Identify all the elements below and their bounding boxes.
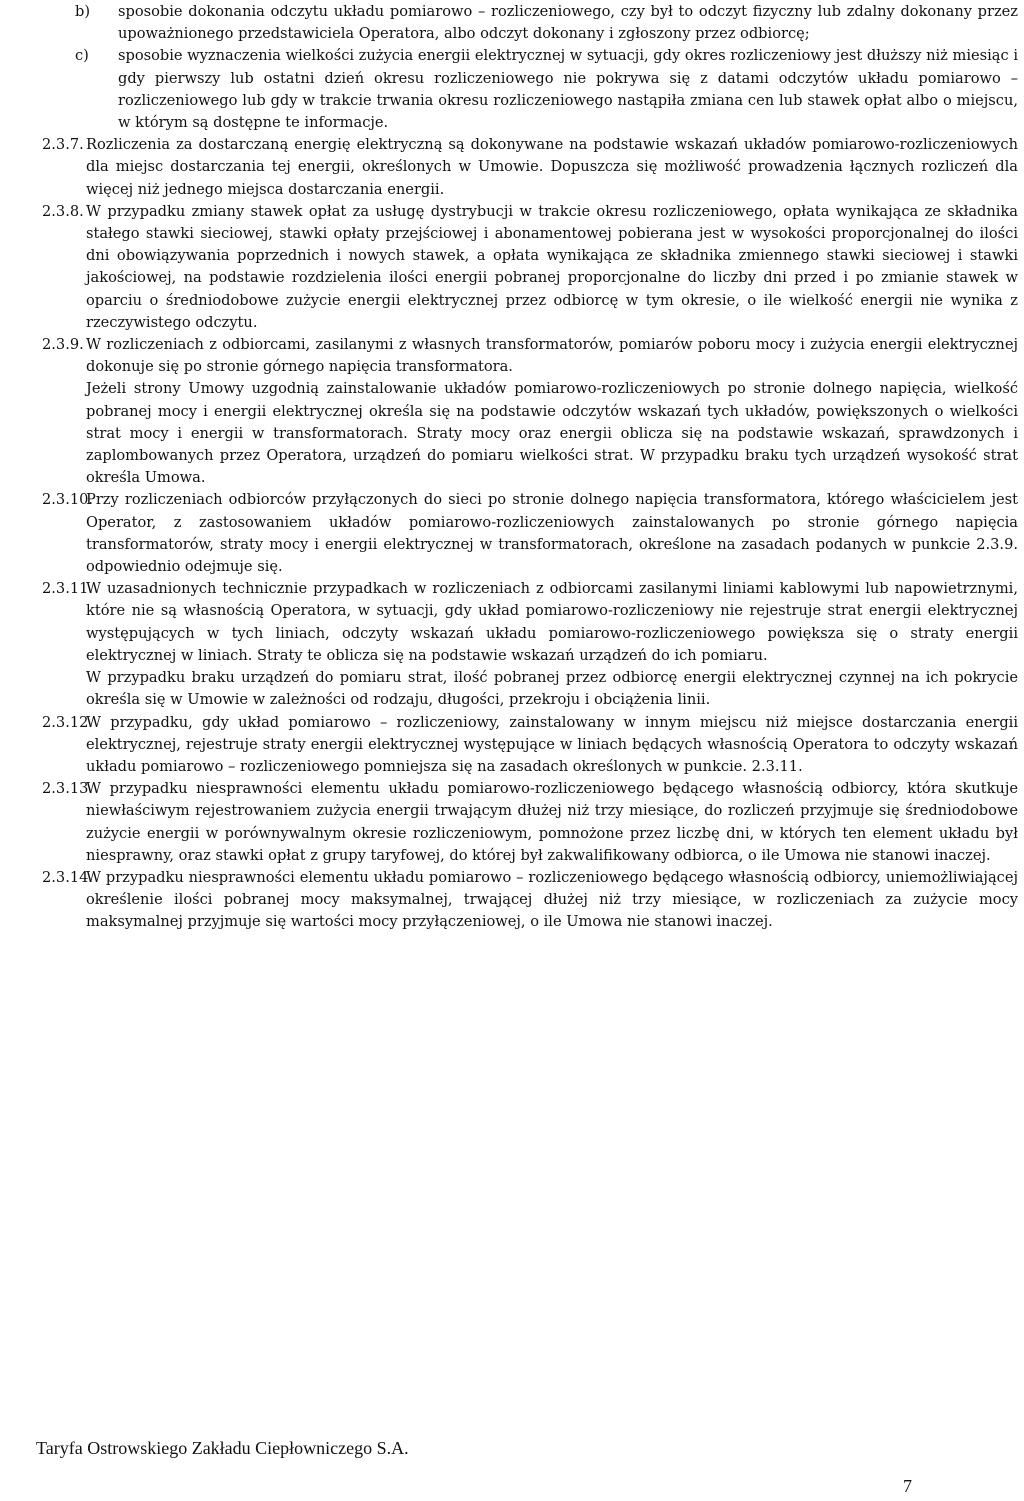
section-2-3-11	[42, 578, 1018, 711]
section-2-3-12	[42, 712, 1018, 779]
section-body	[86, 134, 1018, 201]
section-body	[86, 201, 1018, 334]
paragraph: W przypadku niesprawności elementu układu pomiarowo – rozliczeniowego będącego własnością odbiorcy, uniemożliwiającej określenie ilości pobranej mocy maksymalnej, trwającej dłużej niż trzy miesiące, w rozliczeniach za zużycie mocy maksymalnej przyjmuje się wartości mocy przyłączeniowej, o ile Umowa nie stanowi inaczej.	[86, 868, 1018, 931]
section-number: 2.3.8.	[42, 202, 84, 220]
section-number: 2.3.11.	[42, 580, 94, 598]
section-number: 2.3.12.	[42, 713, 94, 731]
section-2-3-8	[42, 201, 1018, 334]
paragraph: W przypadku zmiany stawek opłat za usługę dystrybucji w trakcie okresu rozliczeniowego, opłata wynikająca ze składnika stałego stawki sieciowej, stawki opłaty przejściowej i abonamentowej pobierana jest w wysokości proporcjonalnej do ilości dni obowiązywania poprzednich i nowych stawek, a opłata wynikająca ze składnika zmiennego stawki sieciowej i stawki jakościowej, na podstawie rozdzielenia ilości energii pobranej proporcjonalne do liczby dni przed i po zmianie stawek w oparciu o średniodobowe zużycie energii elektrycznej przez odbiorcę w tym okresie, o ile wielkość energii nie wynika z rzeczywistego odczytu.	[86, 202, 1018, 331]
paragraph: W przypadku braku urządzeń do pomiaru strat, ilość pobranej przez odbiorcę energii elektrycznej czynnej na ich pokrycie określa się w Umowie w zależności od rodzaju, długości, przekroju i obciążenia linii.	[86, 669, 1018, 709]
section-body	[86, 578, 1018, 711]
section-number: 2.3.13.	[42, 780, 94, 798]
section-body	[86, 334, 1018, 489]
list-item-text: sposobie wyznaczenia wielkości zużycia energii elektrycznej w sytuacji, gdy okres rozliczeniowy jest dłuższy niż miesiąc i gdy pierwszy lub ostatni dzień okresu rozliczeniowego nie pokrywa się z datami odczytów układu pomiarowo – rozliczeniowego lub gdy w trakcie trwania okresu rozliczeniowego nastąpiła zmiana cen lub stawek opłat albo o miejscu, w którym są dostępne te informacje.	[118, 47, 1018, 132]
section-number: 2.3.14.	[42, 868, 94, 886]
section-2-3-7	[42, 134, 1018, 201]
paragraph: W przypadku, gdy układ pomiarowo – rozliczeniowy, zainstalowany w innym miejscu niż miejsce dostarczania energii elektrycznej, rejestruje straty energii elektrycznej występujące w liniach będących własnością Operatora to odczyty wskazań układu pomiarowo – rozliczeniowego pomniejsza się na zasadach określonych w punkcie. 2.3.11.	[86, 713, 1018, 775]
section-body	[86, 712, 1018, 779]
section-2-3-9	[42, 334, 1018, 489]
section-body	[86, 778, 1018, 867]
list-item	[42, 45, 1018, 134]
section-number: 2.3.7.	[42, 136, 84, 154]
list-item-text: sposobie dokonania odczytu układu pomiarowo – rozliczeniowego, czy był to odczyt fizyczny lub zdalny dokonany przez upoważnionego przedstawiciela Operatora, albo odczyt dokonany i zgłoszony przez odbiorcę;	[118, 3, 1018, 43]
list-item-label: c)	[75, 47, 89, 65]
paragraph: W przypadku niesprawności elementu układu pomiarowo-rozliczeniowego będącego własnością odbiorcy, która skutkuje niewłaściwym rejestrowaniem zużycia energii trwającym dłużej niż trzy miesiące, do rozliczeń przyjmuje się średniodobowe zużycie energii w porównywalnym okresie rozliczeniowym, pomnożone przez liczbę dni, w których ten element układu był niesprawny, oraz stawki opłat z grupy taryfowej, do której był zakwalifikowany odbiorca, o ile Umowa nie stanowi inaczej.	[86, 780, 1018, 864]
section-2-3-14	[42, 867, 1018, 934]
footer-title: Taryfa Ostrowskiego Zakładu Ciepłowniczego S.A.	[36, 1438, 409, 1458]
paragraph: W uzasadnionych technicznie przypadkach w rozliczeniach z odbiorcami zasilanymi liniami kablowymi lub napowietrznymi, które nie są własnością Operatora, w sytuacji, gdy układ pomiarowo-rozliczeniowy nie rejestruje strat energii elektrycznej występujących w tych liniach, odczyty wskazań układu pomiarowo-rozliczeniowego powiększa się o straty energii elektrycznej w liniach. Straty te oblicza się na podstawie wskazań urządzeń do ich pomiaru.	[86, 580, 1018, 664]
section-2-3-13	[42, 778, 1018, 867]
section-number: 2.3.10.	[42, 491, 94, 509]
list-item-label: b)	[75, 3, 91, 20]
paragraph: Przy rozliczeniach odbiorców przyłączonych do sieci po stronie dolnego napięcia transformatora, którego właścicielem jest Operator, z zastosowaniem układów pomiarowo-rozliczeniowych zainstalowanych po stronie górnego napięcia transformatorów, straty mocy i energii elektrycznej w transformatorach, określone na zasadach podanych w punkcie 2.3.9. odpowiednio odejmuje się.	[86, 491, 1018, 576]
section-number: 2.3.9.	[42, 336, 84, 354]
section-body	[86, 489, 1018, 578]
list-item	[42, 1, 1018, 45]
section-body	[86, 867, 1018, 934]
paragraph: Jeżeli strony Umowy uzgodnią zainstalowanie układów pomiarowo-rozliczeniowych po stronie dolnego napięcia, wielkość pobranej mocy i energii elektrycznej określa się na podstawie odczytów wskazań tych układów, powiększonych o wielkości strat mocy i energii w transformatorach. Straty mocy oraz energii oblicza się na podstawie wskazań, sprawdzonych i zaplombowanych przez Operatora, urządzeń do pomiaru wielkości strat. W przypadku braku tych urządzeń wysokość strat określa Umowa.	[86, 380, 1018, 487]
page-number: 7	[903, 1476, 912, 1496]
paragraph: Rozliczenia za dostarczaną energię elektryczną są dokonywane na podstawie wskazań układów pomiarowo-rozliczeniowych dla miejsc dostarczania tej energii, określonych w Umowie. Dopuszcza się możliwość prowadzenia łącznych rozliczeń dla więcej niż jednego miejsca dostarczania energii.	[86, 136, 1018, 198]
paragraph: W rozliczeniach z odbiorcami, zasilanymi z własnych transformatorów, pomiarów poboru mocy i zużycia energii elektrycznej dokonuje się po stronie górnego napięcia transformatora.	[86, 336, 1018, 376]
document-body	[42, 0, 1018, 934]
section-2-3-10	[42, 489, 1018, 578]
